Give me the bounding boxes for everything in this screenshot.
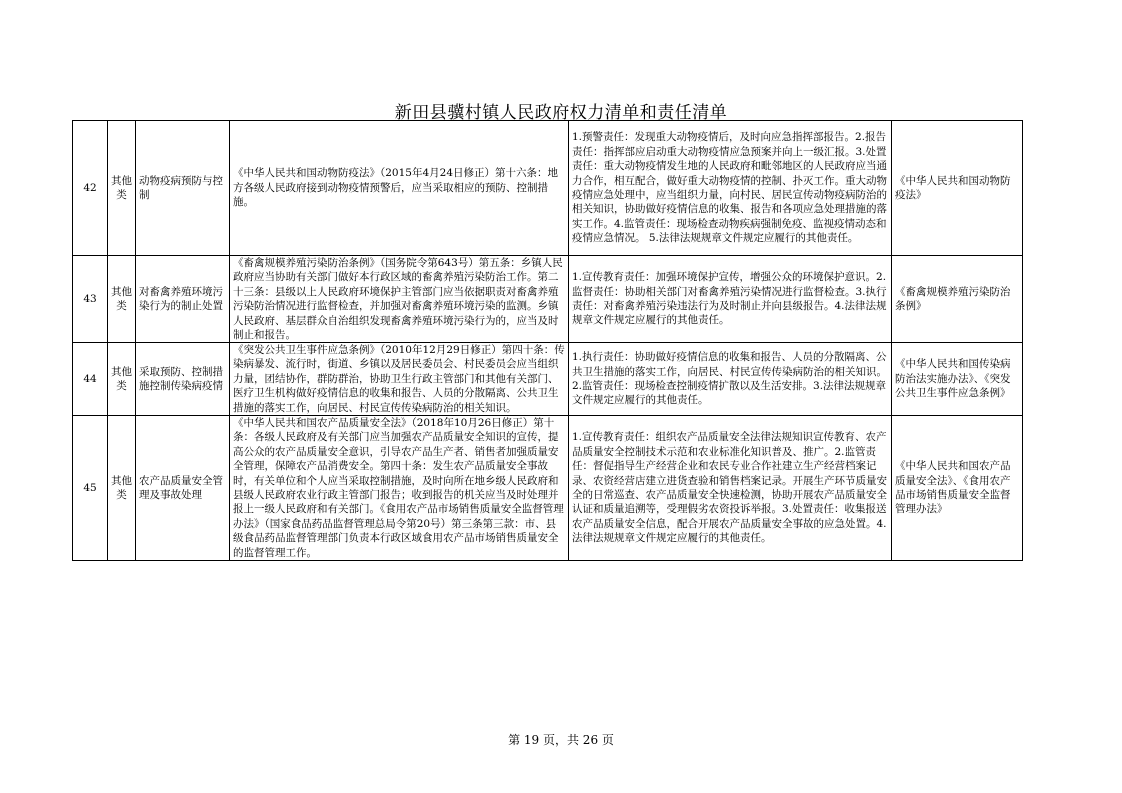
table-row: [73, 343, 1023, 416]
item-name: 采取预防、控制措施控制传染病疫情: [136, 343, 230, 416]
item-basis: [230, 416, 569, 561]
item-category: 其他类: [108, 256, 136, 343]
item-number: 43: [73, 256, 108, 343]
item-responsibility-text: 1.宣传教育责任：组织农产品质量安全法律法规知识宣传教育、农产品质量安全控制技术示范和农业标准化知识普及、推广。2.监管责任：督促指导生产经营企业和农民专业合作社建立生产经营档案记录、农资经营店建立进货查验和销售档案记录。开展生产环节质量安全的日常巡查、农产品质量安全快速检测，协助开展农产品质量安全认证和质量追溯等，受理假劣农资投诉举报。3.处置责任：收集报送农产品质量安全信息，配合开展农产品质量安全事故的应急处置。4.法律法规规章文件规定应履行的其他责任。: [572, 431, 887, 545]
item-basis: [230, 121, 569, 256]
page-title: 新田县骥村镇人民政府权力清单和责任清单: [394, 103, 728, 123]
item-basis-text: 《中华人民共和国动物防疫法》（2015年4月24日修正）第十六条：地方各级人民政府接到动物疫情预警后，应当采取相应的预防、控制措施。: [233, 167, 559, 209]
item-responsibility: [569, 416, 892, 561]
page-footer: 第 19 页，共 26 页: [508, 733, 614, 747]
item-category: 其他类: [108, 121, 136, 256]
item-category: 其他类: [108, 416, 136, 561]
item-name: 对畜禽养殖环境污染行为的制止处置: [136, 256, 230, 343]
table-row: [73, 416, 1023, 561]
item-legal-ref: 《中华人民共和国传染病防治法实施办法》、《突发公共卫生事件应急条例》: [892, 343, 1023, 416]
item-basis-text: 《中华人民共和国农产品质量安全法》（2018年10月26日修正）第十条：各级人民政府及有关部门应当加强农产品质量安全知识的宣传，提高公众的农产品质量安全意识，引导农产品生产者、销售者加强质量安全管理，保障农产品消费安全。第四十条：发生农产品质量安全事故时，有关单位和个人应当采取控制措施，及时向所在地乡级人民政府和县级人民政府农业行政主管部门报告；收到报告的机关应当及时处理并报上一级人民政府和有关部门。《食用农产品市场销售质量安全监督管理办法》（国家食品药品监督管理总局令第20号）第三条第三款：市、县级食品药品监督管理部门负责本行政区域食用农产品市场销售质量安全的监督管理工作。: [233, 417, 564, 559]
item-name: 动物疫病预防与控制: [136, 121, 230, 256]
item-legal-ref: 《中华人民共和国农产品质量安全法》、《食用农产品市场销售质量安全监督管理办法》: [892, 416, 1023, 561]
table-row: [73, 256, 1023, 343]
item-legal-ref: 《中华人民共和国动物防疫法》: [892, 121, 1023, 256]
table-row: [73, 121, 1023, 256]
item-responsibility-text: 1.执行责任：协助做好疫情信息的收集和报告、人员的分散隔离、公共卫生措施的落实工作，向居民、村民宣传传染病防治的相关知识。2.监管责任：现场检查控制疫情扩散以及生活安排。3.法律法规规章文件规定应履行的其他责任。: [572, 351, 887, 407]
item-responsibility-text: 1.宣传教育责任：加强环境保护宣传，增强公众的环境保护意识。2.监督责任：协助相关部门对畜禽养殖污染情况进行监督检查。3.执行责任：对畜禽养殖污染违法行为及时制止并向县级报告。4.法律法规规章文件规定应履行的其他责任。: [572, 271, 887, 327]
item-number: 42: [73, 121, 108, 256]
item-responsibility-text: 1.预警责任：发现重大动物疫情后，及时向应急指挥部报告。2.报告责任：指挥部应启动重大动物疫情应急预案并向上一级汇报。3.处置责任：重大动物疫情发生地的人民政府和毗邻地区的人民政府应当通力合作，相互配合，做好重大动物疫情的控制、扑灭工作。重大动物疫情应急处理中，应当组织力量，向村民、居民宣传动物疫病防治的相关知识，协助做好疫情信息的收集、报告和各项应急处理措施的落实工作。4.监管责任：现场检查动物疾病强制免疫、监视疫情动态和疫情应急情况。 5.法律法规规章文件规定应履行的其他责任。: [572, 131, 887, 245]
item-basis-text: 《畜禽规模养殖污染防治条例》（国务院令第643号）第五条：乡镇人民政府应当协助有关部门做好本行政区域的畜禽养殖污染防治工作。第二十三条：县级以上人民政府环境保护主管部门应当依据职责对畜禽养殖污染防治情况进行监督检查，并加强对畜禽养殖环境污染的监测。乡镇人民政府、基层群众自治组织发现畜禽养殖环境污染行为的，应当及时制止和报告。: [233, 257, 563, 342]
item-number: 44: [73, 343, 108, 416]
item-name: 农产品质量安全管理及事故处理: [136, 416, 230, 561]
item-basis: [230, 343, 569, 416]
power-responsibility-table: [72, 120, 1023, 561]
item-responsibility: [569, 343, 892, 416]
item-responsibility: [569, 121, 892, 256]
item-responsibility: [569, 256, 892, 343]
item-legal-ref: 《畜禽规模养殖污染防治条例》: [892, 256, 1023, 343]
item-category: 其他类: [108, 343, 136, 416]
item-basis-text: 《突发公共卫生事件应急条例》（2010年12月29日修正）第四十条：传染病暴发、流行时，街道、乡镇以及居民委员会、村民委员会应当组织力量，团结协作，群防群治，协助卫生行政主管部门和其他有关部门、医疗卫生机构做好疫情信息的收集和报告、人员的分散隔离、公共卫生措施的落实工作，向居民、村民宣传传染病防治的相关知识。: [233, 344, 565, 414]
item-basis: [230, 256, 569, 343]
item-number: 45: [73, 416, 108, 561]
